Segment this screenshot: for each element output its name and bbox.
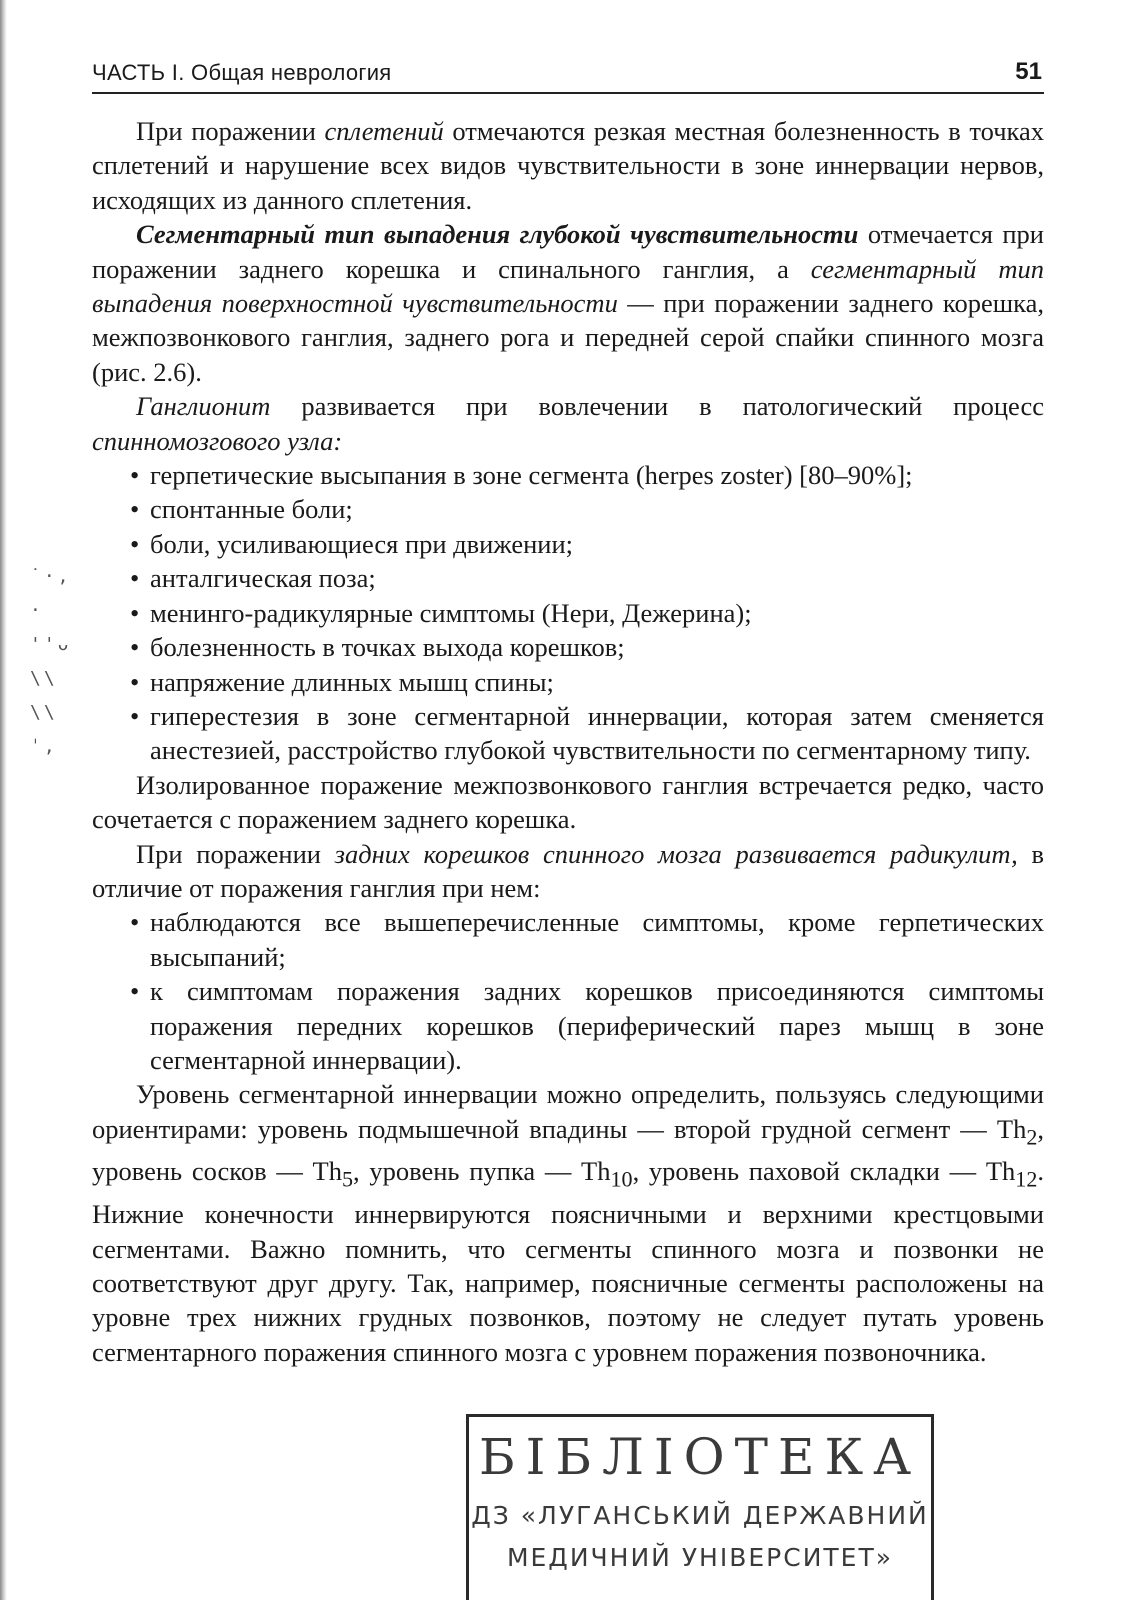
library-stamp (466, 1414, 934, 1600)
ganglionitis-symptoms-list (92, 458, 1044, 768)
margin-pencil-marks: ˙·, · ''ᴗ \\ \\ ˈ, (30, 566, 72, 757)
page-number: 51 (1015, 58, 1042, 85)
paragraph-segmental-type: Сегментарный тип выпадения глубокой чувствительности отмечается при поражении заднего корешка и спинального ганглия, а сегментарный тип выпадения поверхностной чувствительности — при поражении заднего корешка, межпозвонкового ганглия, заднего рога и передней серой спайки спинного мозга (рис. 2.6). (92, 219, 1045, 387)
list-item: • напряжение длинных мышц спины; (92, 665, 1044, 699)
term-spinal-ganglion: спинномозгового узла: (92, 425, 343, 456)
term-deep-sensitivity: Сегментарный тип выпадения глубокой чувствительности (136, 219, 859, 250)
stamp-line-university: МЕДИЧНИЙ УНІВЕРСИТЕТ» (506, 1543, 894, 1572)
radiculitis-symptoms-list (92, 905, 1044, 1077)
paragraph-plexus: При поражении сплетений отмечаются резкая местная болезненность в точках сплетений и нарушение всех видов чувствительности в зоне иннервации нервов, исходящих из данного сплетения. (92, 116, 1045, 215)
list-item: • наблюдаются все вышеперечисленные симптомы, кроме герпетических высыпаний; (92, 905, 1044, 974)
list-item: • гиперестезия в зоне сегментарной иннервации, которая затем сменяется анестезией, расстройство глубокой чувствительности по сегментарному типу. (92, 699, 1044, 768)
list-item: • спонтанные боли; (92, 492, 1044, 526)
paragraph-isolated-lesion: Изолированное поражение межпозвонкового ганглия встречается редко, часто сочетается с поражением заднего корешка. (92, 769, 1044, 835)
list-item: • болезненность в точках выхода корешков; (92, 630, 1044, 664)
paragraph-ganglionitis: Ганглионит развивается при вовлечении в патологический процесс спинномозгового узла: (92, 391, 1044, 456)
list-item: • к симптомам поражения задних корешков присоединяются симптомы поражения передних корешков (периферический парез мышц в зоне сегментарной иннервации). (92, 974, 1044, 1077)
part-title: ЧАСТЬ I. Общая неврология (92, 60, 392, 85)
term-plexus: сплетений (324, 116, 444, 146)
term-ganglionitis: Ганглионит (136, 391, 271, 422)
running-header (92, 56, 1044, 94)
paragraph-radiculitis: При поражении задних корешков спинного мозга развивается радикулит, в отличие от поражения ганглия при нем: (92, 838, 1044, 903)
list-item: • анталгическая поза; (92, 561, 1044, 595)
term-surface-sensitivity: сегментарный тип выпадения поверхностной чувствительности (92, 253, 1045, 319)
list-item: • боли, усиливающиеся при движении; (92, 527, 1044, 561)
stamp-title: БІБЛІОТЕКА (478, 1428, 922, 1486)
list-item: • герпетические высыпания в зоне сегмента (herpes zoster) [80–90%]; (92, 458, 1044, 492)
stamp-line-institution: ДЗ «ЛУГАНСЬКИЙ ДЕРЖАВНИЙ (471, 1501, 929, 1530)
scan-edge-shadow (0, 0, 7, 1600)
term-radiculitis: задних корешков спинного мозга развивается радикулит, (334, 838, 1018, 869)
paragraph-segment-levels: Уровень сегментарной иннервации можно определить, пользуясь следующими ориентирами: уровень подмышечной впадины — второй грудной сегмент — $Th_2$, уровень сосков — $Th_5$, уровень пупка — $Th_{10}$, уровень паховой складки — $Th_{12}$. Нижние конечности иннервируются поясничными и верхними крестцовыми сегментами. Важно помнить, что сегменты спинного мозга и позвонки не соответствуют друг другу. Так, например, поясничные сегменты расположены на уровне трех нижних грудных позвонков, поэтому не следует путать уровень сегментарного поражения спинного мозга с уровнем поражения позвоночника. (92, 1079, 1044, 1367)
list-item: • менинго-радикулярные симптомы (Нери, Дежерина); (92, 596, 1044, 630)
page-body (92, 114, 1044, 1369)
